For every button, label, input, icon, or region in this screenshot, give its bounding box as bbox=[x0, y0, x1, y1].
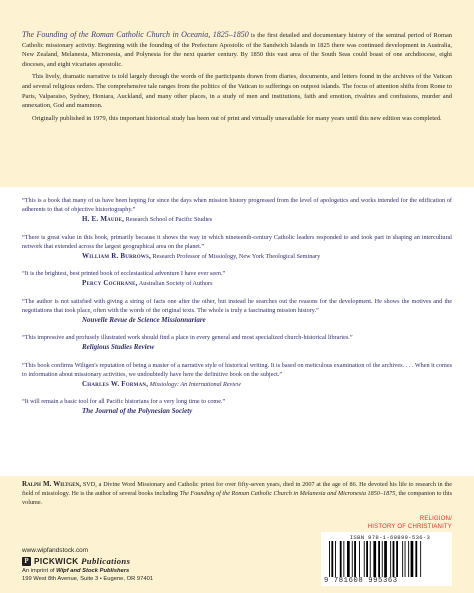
quote-source: Religious Studies Review bbox=[82, 343, 155, 352]
quote-affiliation: Research School of Pacific Studies bbox=[124, 216, 213, 224]
publisher-name-caps: PICKWICK bbox=[34, 557, 79, 566]
category-line-1: RELIGION/ bbox=[419, 516, 452, 522]
quote-text: “It is the brightest, best printed book of ecclesiastical adventure I have ever seen.” bbox=[22, 270, 226, 278]
quote-author: William R. Burrows, bbox=[82, 252, 151, 261]
subject-category bbox=[368, 516, 452, 531]
quote-author: Charles W. Forman, bbox=[82, 380, 149, 389]
book-title: The Founding of the Roman Catholic Church in Oceania, 1825–1850 bbox=[22, 30, 249, 39]
quote-attribution bbox=[22, 407, 452, 416]
description-text-1: is the first detailed and documentary history of the seminal period of Roman Catholic missionary activity. Beginning with the founding of the Prefecture Apostolic of the Sandwich Islands in 1825 there was continued development in Australia, New Zealand, Melanesia, Micronesia, and Polynesia for the next quarter century. By 1850 this vast area of the South Seas could boast of one archdiocese, eight dioceses, and eight vicariates apostolic. bbox=[22, 32, 452, 68]
isbn-label: ISBN 978-1-60899-536-3 bbox=[349, 534, 431, 541]
endorsement-quote bbox=[22, 196, 452, 225]
imprint-company: Wipf and Stock Publishers bbox=[56, 568, 130, 574]
barcode-digits: 9 781608 995363 bbox=[324, 577, 398, 585]
endorsements bbox=[22, 196, 452, 425]
quote-source: The Journal of the Polynesian Society bbox=[82, 407, 193, 416]
publisher-address: 199 West 8th Avenue, Suite 3 • Eugene, OR 97401 bbox=[22, 575, 154, 582]
quote-text: “This is a book that many of us have been hoping for since the days when mission history progressed from the level of apologetics and works intended for the edification of adherents to that of objective historiography.” bbox=[22, 197, 452, 214]
author-bio bbox=[22, 480, 452, 507]
quote-affiliation: Missiology: An International Review bbox=[148, 381, 241, 389]
quote-attribution bbox=[22, 380, 452, 389]
publisher-logo bbox=[22, 556, 130, 566]
description-paragraph-1 bbox=[22, 30, 452, 69]
imprint-line bbox=[22, 568, 153, 576]
description-paragraph-3: Originally published in 1979, this important historical study has been out of print and virtually unavailable for many years until this new edition was completed. bbox=[32, 114, 442, 122]
endorsement-quote bbox=[22, 233, 452, 262]
book-description bbox=[22, 30, 452, 126]
quote-text: “It will remain a basic tool for all Pacific historians for a very long time to come.” bbox=[22, 398, 226, 406]
endorsement-quote bbox=[22, 269, 452, 288]
quote-source: Nouvelle Revue de Science Missionnariare bbox=[82, 316, 206, 325]
category-line-2: HISTORY OF CHRISTIANITY bbox=[367, 523, 452, 530]
quote-text: “This book confirms Wiltgen's reputation of being a master of a narrative style of historical writing. It is based on meticulous examination of the archives. . . . When it comes to information about missionary activities, we undoubtedly have here the definitive book on the subject.” bbox=[22, 361, 452, 378]
endorsement-quote bbox=[22, 297, 452, 326]
endorsement-quote bbox=[22, 397, 452, 416]
quote-attribution bbox=[22, 252, 452, 261]
quote-text: “The author is not satisfied with giving a string of facts one after the other, but instead he searches out the reasons for the development. He shows the motives and the negotiations that took place, often with the words of the original texts. The whole is truly a fascinating mission history.” bbox=[22, 297, 452, 314]
publisher-imprint bbox=[22, 568, 153, 583]
barcode-icon bbox=[329, 541, 447, 577]
endorsement-quote bbox=[22, 361, 452, 390]
endorsement-quote bbox=[22, 333, 452, 352]
quote-attribution bbox=[22, 215, 452, 224]
author-name: Ralph M. Wiltgen, bbox=[22, 480, 82, 488]
quote-attribution bbox=[22, 316, 452, 325]
quote-text: “There is great value in this book, primarily because it shows the way in which nineteenth-century Catholic leaders responded to and took part in shaping an intercultural network that extended across the largest geographical area on the planet.” bbox=[22, 233, 452, 250]
companion-book-title: The Founding of the Roman Catholic Church in Melanesia and Micronesia 1850–1875 bbox=[179, 490, 396, 497]
quote-author: Percy Cochrane, bbox=[82, 279, 138, 288]
publisher-name-italic: Publications bbox=[78, 556, 131, 566]
imprint-prefix: An imprint of bbox=[22, 568, 57, 574]
bio-text-2: , the companion to this volume. bbox=[22, 490, 452, 506]
quote-affiliation: Research Professor of Missiology, New York Theological Seminary bbox=[150, 253, 321, 261]
bio-text-1: SVD, a Divine Word Missionary and Catholic priest for over fifty-seven years, died in 2007 at the age of 86. He devoted his life to research in the field of missiology. He is the author of several books including bbox=[22, 481, 453, 497]
quote-text: “This impressive and profusely illustrated work should find a place in every general and most specialized church-historical libraries.” bbox=[22, 334, 353, 342]
quote-attribution bbox=[22, 279, 452, 288]
description-paragraph-2: This lively, dramatic narrative is told largely through the words of the participants drawn from diaries, documents, and letters found in the archives of the Vatican and several religious orders. The comprehensive tale ranges from the politics of the Vatican to sufferings on outpost islands. The focus of attention shifts from Rome to Paris, Valparaiso, Sydney, Honiara, Auckland, and many other places, in a study of men and institutions, faith and emotion, rivalries and confusions, murder and annexation, God and mammon. bbox=[22, 73, 452, 110]
publisher-name bbox=[34, 556, 130, 566]
quote-author: H. E. Maude, bbox=[82, 215, 125, 224]
quote-affiliation: Australian Society of Authors bbox=[137, 280, 213, 288]
quote-attribution bbox=[22, 343, 452, 352]
publisher-website[interactable]: www.wipfandstock.com bbox=[22, 547, 89, 554]
pickwick-logo-icon: P bbox=[22, 557, 31, 566]
